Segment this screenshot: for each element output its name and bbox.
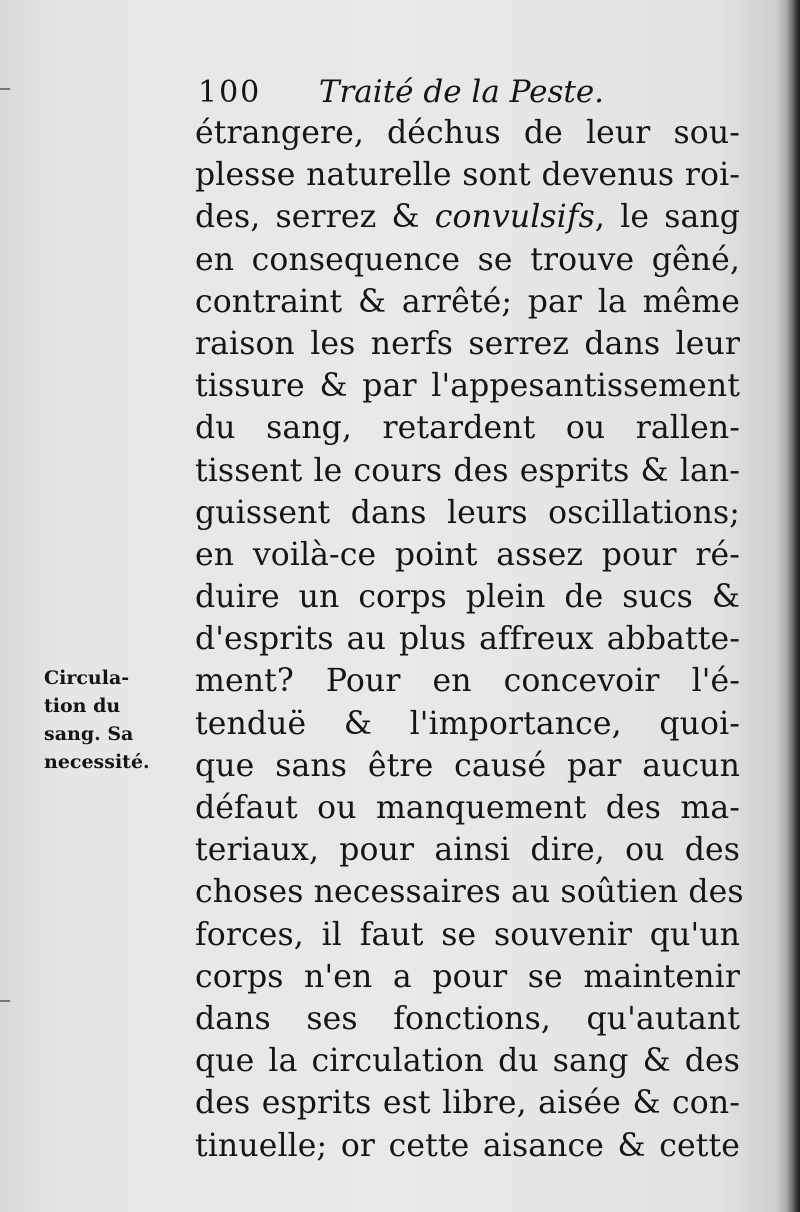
text-line: teriaux, pour ainsi dire, ou des (195, 832, 740, 869)
margin-note (44, 664, 184, 776)
page-header (198, 70, 668, 114)
text-line: plesse naturelle sont devenus roi- (195, 157, 740, 194)
body-text (195, 112, 744, 1167)
text-line: du sang, retardent ou rallen- (195, 410, 740, 447)
text-line: tissent le cours des esprits & lan- (195, 452, 740, 489)
text-line-head: des, serrez & (195, 199, 435, 236)
text-line: corps n'en a pour se maintenir (195, 958, 740, 995)
text-line: guissent dans leurs oscillations; (195, 494, 740, 531)
page-number: 100 (198, 75, 262, 110)
running-title: Traité de la Peste. (318, 74, 605, 110)
margin-note-line: necessité. (44, 751, 150, 773)
text-line: tenduë & l'importance, quoi- (195, 705, 740, 742)
text-line: dans ses fonctions, qu'autant (195, 1000, 740, 1037)
text-line: d'esprits au plus affreux abbatte- (195, 621, 740, 658)
text-line: raison les nerfs serrez dans leur (195, 325, 740, 362)
text-line: ment? Pour en concevoir l'é- (195, 663, 740, 700)
text-line (195, 196, 740, 238)
margin-note-line: tion du (44, 695, 121, 717)
margin-note-line: sang. Sa (44, 723, 134, 745)
text-line: en voilà-ce point assez pour ré- (195, 536, 740, 573)
margin-tick-mark (0, 1000, 10, 1002)
text-line: étrangere, déchus de leur sou- (195, 115, 740, 151)
margin-tick-mark (0, 88, 10, 90)
margin-note-line: Circula- (44, 667, 130, 689)
text-line: contraint & arrêté; par la même (195, 283, 740, 320)
page-edge-shadow (786, 0, 800, 1212)
text-line-tail: , le sang (594, 199, 741, 236)
text-line: tinuelle; or cette aisance & cette (195, 1127, 740, 1164)
text-line: défaut ou manquement des ma- (195, 790, 740, 826)
text-line: tissure & par l'appesantissement (195, 368, 740, 405)
text-line: choses necessaires au soûtien des (195, 874, 744, 911)
text-line: duire un corps plein de sucs & (195, 579, 740, 616)
text-line: que sans être causé par aucun (195, 747, 740, 784)
italic-word: convulsifs (434, 199, 595, 236)
text-line: en consequence se trouve gêné, (195, 241, 740, 278)
text-line: forces, il faut se souvenir qu'un (195, 916, 740, 953)
text-line: des esprits est libre, aisée & con- (195, 1085, 740, 1122)
text-line: que la circulation du sang & des (195, 1043, 740, 1080)
